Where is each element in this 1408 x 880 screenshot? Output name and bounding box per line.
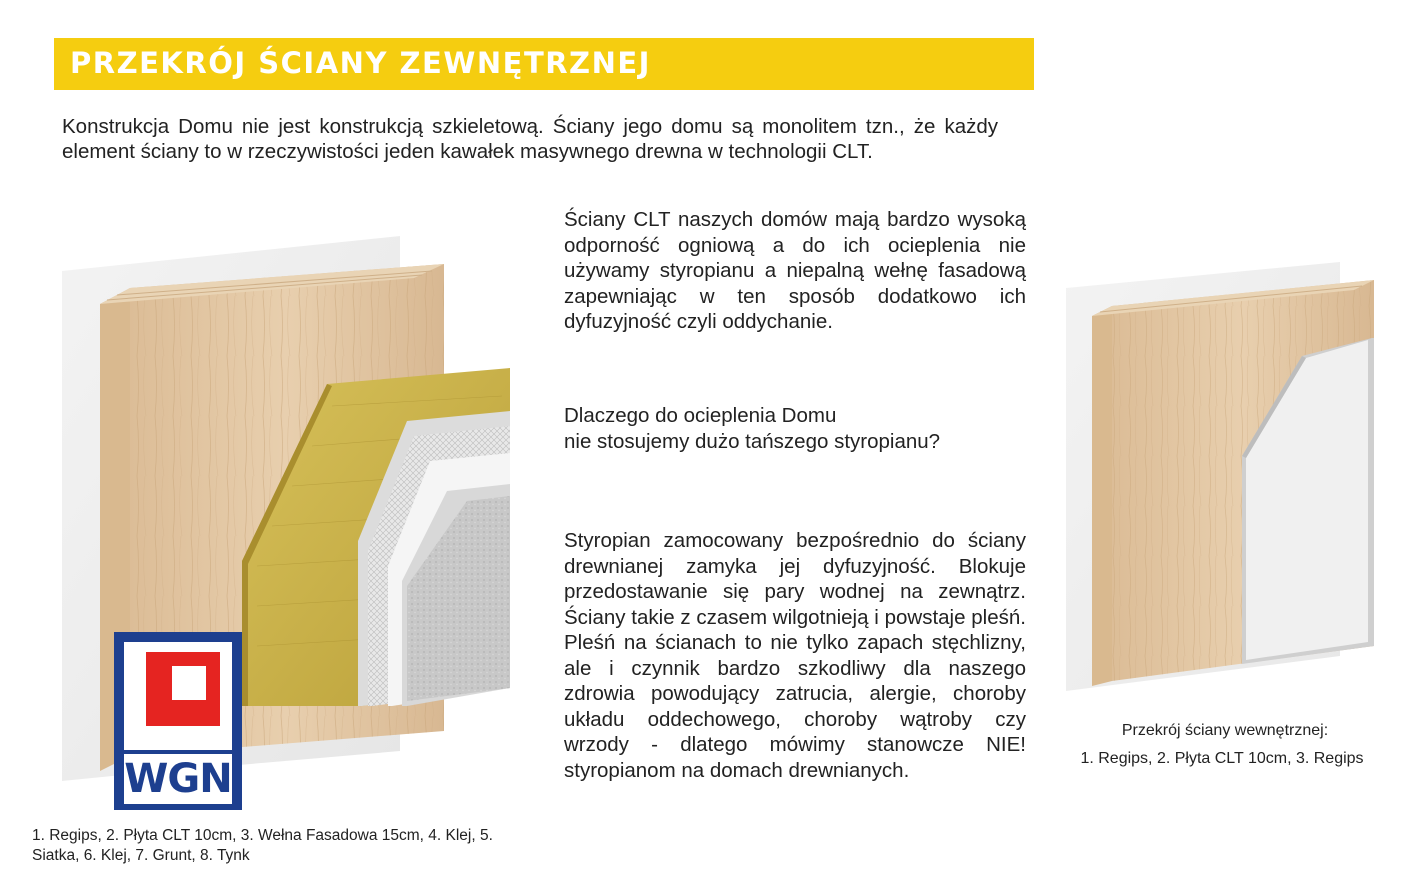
styrofoam-paragraph: Styropian zamocowany bezpośrednio do ściany drewnianej zamyka jej dyfuzyjność. Blokuje przedostawanie się pary wodnej na zewnątrz. Ściany takie z czasem wilgotnieją i powstaje pleśń. Pleśń na ścianach to nie tylko zapach stęchlizny, ale i czynnik bardzo szkodliwy dla naszego zdrowia powodujący zatrucia, alergie, choroby układu oddechowego, choroby wątroby czy wrzody - dlatego mówimy stanowcze NIE! styropianom na domach drewnianych. bbox=[564, 529, 1026, 782]
internal-wall-illustration bbox=[1062, 256, 1402, 696]
wgn-logo bbox=[114, 632, 242, 810]
question-line-1: Dlaczego do ocieplenia Domu bbox=[564, 404, 837, 427]
title-banner bbox=[54, 38, 1034, 90]
intro-paragraph: Konstrukcja Domu nie jest konstrukcją szkieletową. Ściany jego domu są monolitem tzn., że każdy element ściany to w rzeczywistości jeden kawałek masywnego drewna w technologii CLT. bbox=[62, 115, 998, 163]
question-line-2: nie stosujemy dużo tańszego styropianu? bbox=[564, 429, 941, 453]
page-title: PRZEKRÓJ ŚCIANY ZEWNĘTRZNEJ bbox=[70, 46, 651, 80]
internal-wall-caption-title: Przekrój ściany wewnętrznej: bbox=[1121, 722, 1329, 739]
clt-fire-resistance-paragraph: Ściany CLT naszych domów mają bardzo wysoką odporność ogniową a do ich ocieplenia nie używamy styropianu a niepalną wełnę fasadową zapewniając w ten sposób dodatkowo ich dyfuzyjność czyli oddychanie. bbox=[564, 208, 1026, 333]
wgn-logo-text: WGN bbox=[124, 756, 232, 802]
external-wall-caption: 1. Regips, 2. Płyta CLT 10cm, 3. Wełna Fasadowa 15cm, 4. Klej, 5. Siatka, 6. Klej, 7. Grunt, 8. Tynk bbox=[32, 827, 493, 864]
internal-wall-caption-list: 1. Regips, 2. Płyta CLT 10cm, 3. Regips bbox=[1080, 750, 1364, 767]
internal-wall-cross-section-icon bbox=[1062, 256, 1402, 696]
question-heading bbox=[564, 403, 994, 454]
